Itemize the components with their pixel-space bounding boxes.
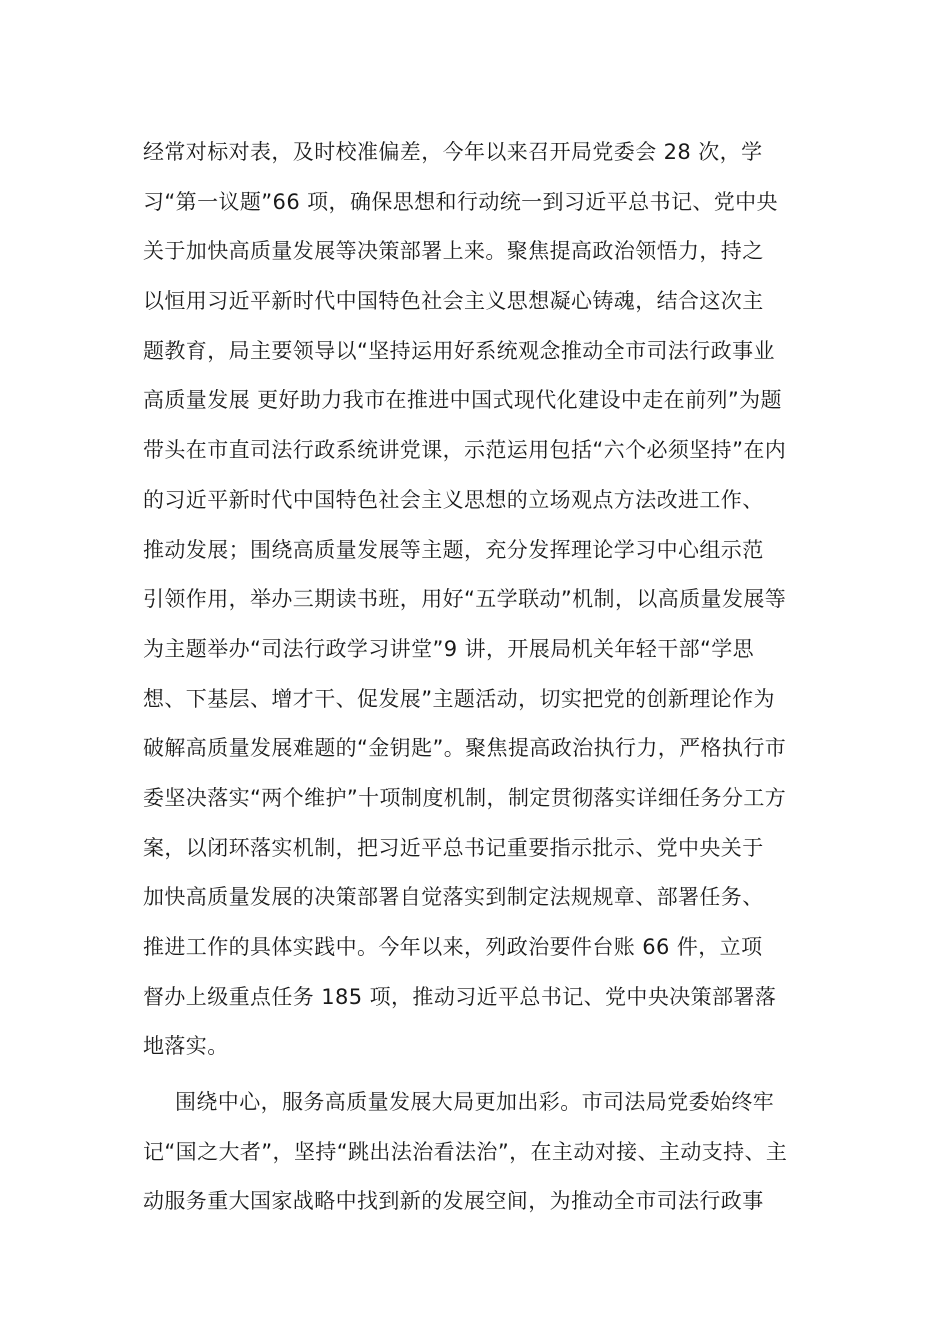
text-line: 带头在市直司法行政系统讲党课，示范运用包括“六个必须坚持”在内 (143, 438, 787, 463)
text-line: 记“国之大者”，坚持“跳出法治看法治”，在主动对接、主动支持、主 (143, 1139, 788, 1164)
text-line: 案，以闭环落实机制，把习近平总书记重要指示批示、党中央关于 (143, 835, 764, 860)
text-line: 想、下基层、增才干、促发展”主题活动，切实把党的创新理论作为 (143, 686, 775, 711)
text-line: 的习近平新时代中国特色社会主义思想的立场观点方法改进工作、 (143, 487, 764, 512)
text-line: 习“第一议题”66 项，确保思想和行动统一到习近平总书记、党中央 (143, 189, 778, 214)
text-line: 为主题举办“司法行政学习讲堂”9 讲，开展局机关年轻干部“学思 (143, 636, 755, 661)
paragraph-2 (143, 1078, 811, 1227)
text-line: 推动发展；围绕高质量发展等主题，充分发挥理论学习中心组示范 (143, 537, 764, 562)
text-line: 破解高质量发展难题的“金钥匙”。聚焦提高政治执行力，严格执行市 (143, 736, 787, 761)
text-line: 推进工作的具体实践中。今年以来，列政治要件台账 66 件，立项 (143, 935, 763, 959)
text-line: 引领作用，举办三期读书班，用好“五学联动”机制，以高质量发展等 (143, 587, 787, 612)
text-line: 委坚决落实“两个维护”十项制度机制，制定贯彻落实详细任务分工方 (143, 785, 787, 810)
text-line: 围绕中心，服务高质量发展大局更加出彩。市司法局党委始终牢 (175, 1090, 775, 1115)
text-line: 题教育，局主要领导以“坚持运用好系统观念推动全市司法行政事业 (143, 338, 775, 363)
paragraph-1 (143, 128, 811, 1072)
text-line: 地落实。 (143, 1034, 229, 1059)
text-line: 动服务重大国家战略中找到新的发展空间，为推动全市司法行政事 (143, 1189, 764, 1214)
text-line: 督办上级重点任务 185 项，推动习近平总书记、党中央决策部署落 (143, 984, 777, 1009)
text-line: 加快高质量发展的决策部署自觉落实到制定法规规章、部署任务、 (143, 885, 764, 910)
text-line: 以恒用习近平新时代中国特色社会主义思想凝心铸魂，结合这次主 (143, 289, 764, 314)
text-line: 经常对标对表，及时校准偏差，今年以来召开局党委会 28 次，学 (143, 140, 763, 164)
body-text (143, 128, 811, 1227)
text-line: 关于加快高质量发展等决策部署上来。聚焦提高政治领悟力，持之 (143, 239, 764, 264)
text-line: 高质量发展 更好助力我市在推进中国式现代化建设中走在前列”为题 (143, 388, 782, 413)
